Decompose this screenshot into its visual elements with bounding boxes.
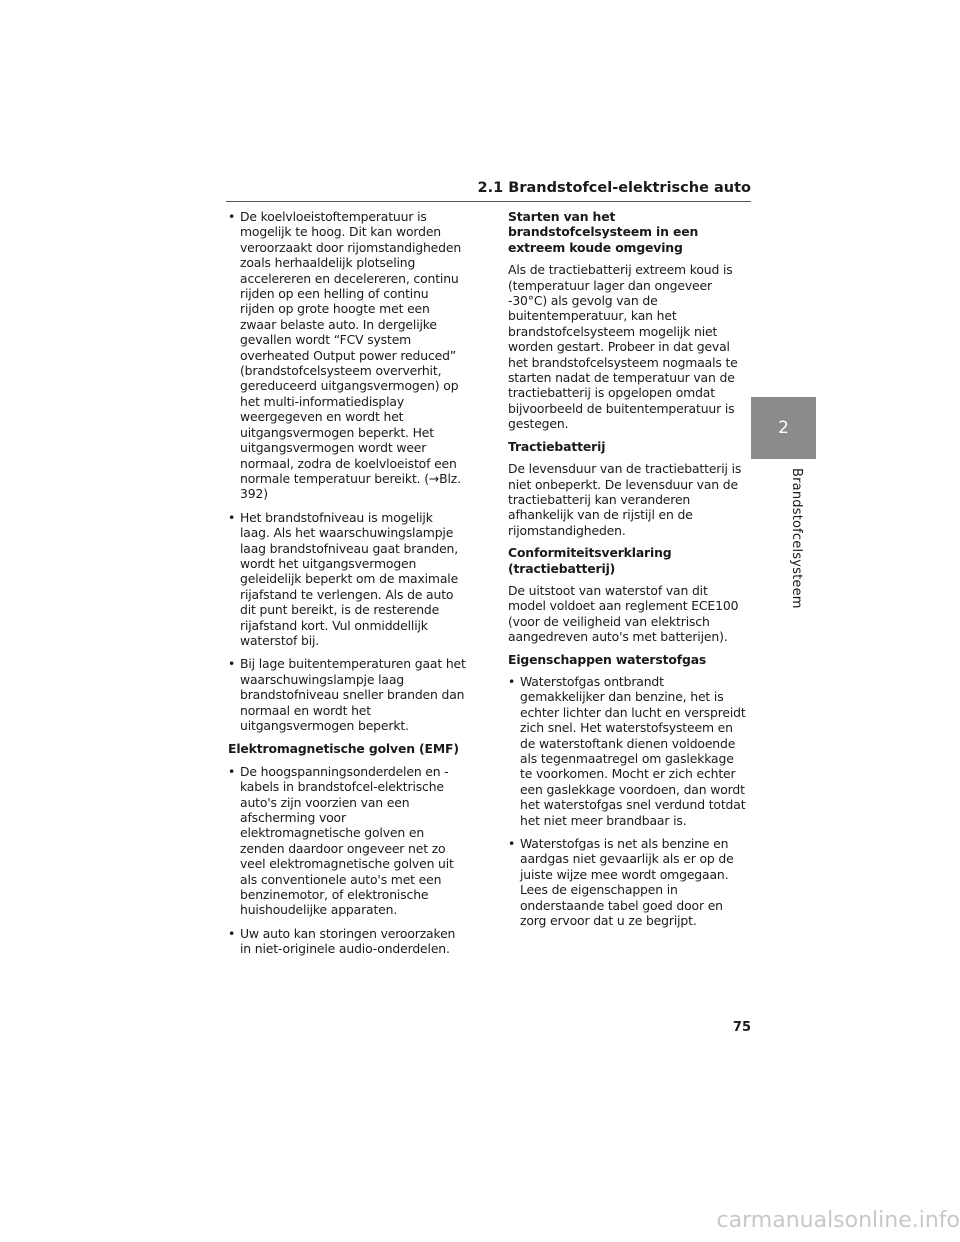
- chapter-tab: [751, 397, 816, 459]
- right-column: [508, 209, 746, 936]
- section-title: 2.1 Brandstofcel-elektrische auto: [477, 180, 751, 196]
- page-number: 75: [732, 1020, 751, 1035]
- conformity-text: De uitstoot van waterstof van dit model voldoet aan reglement ECE100 (voor de veiligheid van elektrisch aangedreven auto's met batterijen).: [508, 582, 739, 645]
- watermark: carmanualsonline.info: [716, 1208, 960, 1233]
- traction-battery-heading: Tractiebatterij: [508, 438, 606, 454]
- hydrogen-properties-heading: Eigenschappen waterstofgas: [508, 651, 707, 667]
- cold-start-text: Als de tractiebatterij extreem koud is (temperatuur lager dan ongeveer -30°C) als gevolg van de buitentemperatuur, kan het brandstofcelsysteem mogelijk niet worden gestart. Probeer in dat geval het brandstofcelsysteem nogmaals te starten nadat de temperatuur van de tractiebatterij is opgelopen omdat bijvoorbeeld de buitentemperatuur is gestegen.: [508, 262, 738, 432]
- list-item: • Uw auto kan storingen veroorzaken in niet-originele audio-onderdelen.: [228, 926, 466, 957]
- list-item: • Het brandstofniveau is mogelijk laag. Als het waarschuwingslampje laag brandstofniveau gaat branden, wordt het uitgangsvermogen geleidelijk beperkt om de maximale rijafstand te verlengen. Als de auto dit punt bereikt, is de resterende rijafstand kort. Vul onmiddellijk waterstof bij.: [228, 510, 466, 649]
- header-divider: [226, 201, 751, 202]
- conformity-heading: Conformiteitsverklaring (tractiebatterij): [508, 545, 672, 576]
- bullet-list-emf: [228, 764, 466, 957]
- chapter-number: 2: [778, 418, 789, 438]
- list-item: • Waterstofgas is net als benzine en aardgas niet gevaarlijk als er op de juiste wijze mee wordt omgegaan. Lees de eigenschappen in onderstaande tabel goed door en zorg ervoor dat u ze begrijpt.: [508, 836, 746, 928]
- left-column: [228, 209, 466, 965]
- bullet-list-hydrogen: [508, 674, 746, 929]
- bullet-list-coolant-fuel: [228, 209, 466, 733]
- traction-battery-text: De levensduur van de tractiebatterij is niet onbeperkt. De levensduur van de tractiebatterij kan veranderen afhankelijk van de rijstijl en de rijomstandigheden.: [508, 461, 742, 538]
- cold-start-heading: Starten van het brandstofcelsysteem in een extreem koude omgeving: [508, 209, 699, 255]
- chapter-label: Brandstofcelsysteem: [789, 468, 804, 609]
- list-item: • Waterstofgas ontbrandt gemakkelijker dan benzine, het is echter lichter dan lucht en verspreidt zich snel. Het waterstofsysteem en de waterstoftank dienen voldoende als tegenmaatregel om gaslekkage te voorkomen. Mocht er zich echter een gaslekkage voordoen, dan wordt het waterstofgas snel verdund totdat het niet meer brandbaar is.: [508, 674, 746, 828]
- emf-heading: Elektromagnetische golven (EMF): [228, 741, 459, 757]
- list-item: • De hoogspanningsonderdelen en -kabels in brandstofcel-elektrische auto's zijn voorzien van een afscherming voor elektromagnetische golven en zenden daardoor ongeveer net zo veel elektromagnetische golven uit als conventionele auto's met een benzinemotor, of elektronische huishoudelijke apparaten.: [228, 764, 466, 918]
- list-item: • De koelvloeistoftemperatuur is mogelijk te hoog. Dit kan worden veroorzaakt door rijomstandigheden zoals herhaaldelijk plotseling accelereren en decelereren, continu rijden op een helling of continu rijden op grote hoogte met een zwaar belaste auto. In dergelijke gevallen wordt “FCV system overheated Output power reduced” (brandstofcelsysteem oververhit, gereduceerd uitgangsvermogen) op het multi-informatiedisplay weergegeven en wordt het uitgangsvermogen beperkt. Het uitgangsvermogen wordt weer normaal, zodra de koelvloeistof een normale temperatuur bereikt. (→Blz. 392): [228, 209, 466, 502]
- list-item: • Bij lage buitentemperaturen gaat het waarschuwingslampje laag brandstofniveau sneller branden dan normaal en wordt het uitgangsvermogen beperkt.: [228, 656, 466, 733]
